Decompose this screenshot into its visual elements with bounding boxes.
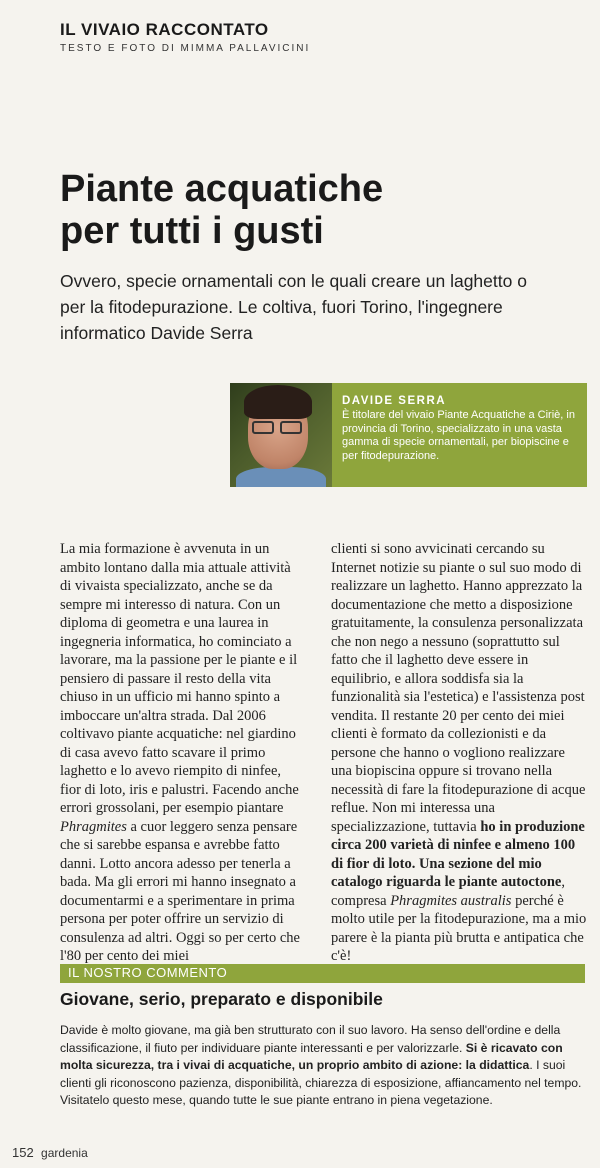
body-text: La mia formazione è avvenuta in un ambito lontano dalla mia attuale attività di vivaista specializzato, anche se da sempre mi interesso di natura. Con un diploma di geometra e una laurea in ingegneria informatica, ho cominciato a lavorare, ma la passione per le piante e il pensiero di passare il resto della vita chiuso in un ufficio mi hanno spinto a imboccare un'altra strada. Dal 2006 coltivavo piante acquatiche: nel giardino di casa avevo fatto scavare il primo laghetto e lo avevo riempito di ninfee, fior di loto, iris e palustri. Facendo anche errori grossolani, per esempio piantare: [60, 541, 299, 816]
comment-text: [60, 1022, 588, 1110]
author-bio-box: [230, 383, 587, 487]
page-number: 152: [12, 1145, 34, 1160]
article-header: [60, 20, 310, 54]
body-italic: Phragmites: [60, 818, 127, 835]
body-column-right: [331, 540, 587, 966]
page-footer: [12, 1145, 88, 1160]
comment-body: Davide è molto giovane, ma già ben strutturato con il suo lavoro. Ha senso dell'ordine e della classificazione, il fiuto per individuare piante interessanti e per valorizzarle.: [60, 1023, 561, 1055]
article-title: [60, 168, 540, 252]
body-text: , compresa: [331, 874, 565, 909]
portrait-photo: [230, 383, 332, 487]
body-italic: Phragmites australis: [390, 892, 512, 909]
body-text: a cuor leggero senza pensare che si sarebbe espansa e avrebbe fatto danni. Lotto ancora adesso per tenerla a bada. Ma gli errori mi hanno insegnato a documentarmi e a sperimentare in prima persona per poter offrire un servizio di consulenza ad altri. Oggi so per certo che l'80 per cento dei miei: [60, 818, 300, 964]
body-text: clienti si sono avvicinati cercando su Internet notizie su piante o sul suo modo di realizzare un laghetto. Hanno apprezzato la documentazione che metto a disposizione gratuitamente, la consulenza personalizzata che non nego a nessuno (soprattutto sul fatto che il laghetto deve essere in equilibrio, e allora soddisfa sia la funzionalità sia l'estetica) e l'assistenza post vendita. Il restante 20 per cento dei miei clienti è formato da collezionisti e da persone che hanno o vogliono realizzare una biopiscina oppure si trovano nella necessità di fare la fitodepurazione di acque reflue. Non mi interessa una specializzazione, tuttavia: [331, 541, 586, 835]
body-bold: ho in produzione circa 200 varietà di ninfee e almeno 100 di fior di loto. Una sezione del mio catalogo riguarda le piante autoctone: [331, 818, 585, 890]
author-credit: TESTO E FOTO DI MIMMA PALLAVICINI: [60, 43, 311, 54]
comment-body: . I suoi clienti gli riconoscono pazienza, disponibilità, chiarezza di esposizione, affiancamento nel tempo. Visitatelo questo mese, quando tutte le sue piante entrano in piena vegetazione.: [60, 1058, 582, 1107]
comment-label-bar: IL NOSTRO COMMENTO: [60, 964, 585, 983]
title-line-1: Piante acquatiche: [60, 168, 384, 210]
comment-bold: Si è ricavato con molta sicurezza, tra i vivai di acquatiche, un proprio ambito di azione: la didattica: [60, 1040, 563, 1072]
magazine-name: gardenia: [41, 1146, 88, 1160]
comment-title: Giovane, serio, preparato e disponibile: [60, 989, 383, 1009]
bio-text: [332, 383, 587, 487]
body-column-left: [60, 540, 305, 966]
title-line-2: per tutti i gusti: [60, 210, 324, 252]
bio-name: DAVIDE SERRA: [342, 395, 447, 407]
section-title: IL VIVAIO RACCONTATO: [60, 20, 269, 39]
article-subtitle: Ovvero, specie ornamentali con le quali creare un laghetto o per la fitodepurazione. Le coltiva, fuori Torino, l'ingegnere informatico Davide Serra: [60, 271, 527, 343]
bio-description: È titolare del vivaio Piante Acquatiche a Ciriè, in provincia di Torino, specializzato in una vasta gamma di specie ornamentali, per biopiscine e per fitodepurazione.: [342, 409, 575, 462]
body-text: perché è molto utile per la fitodepurazione, ma a mio parere è la pianta più brutta e antipatica che c'è!: [331, 892, 587, 964]
